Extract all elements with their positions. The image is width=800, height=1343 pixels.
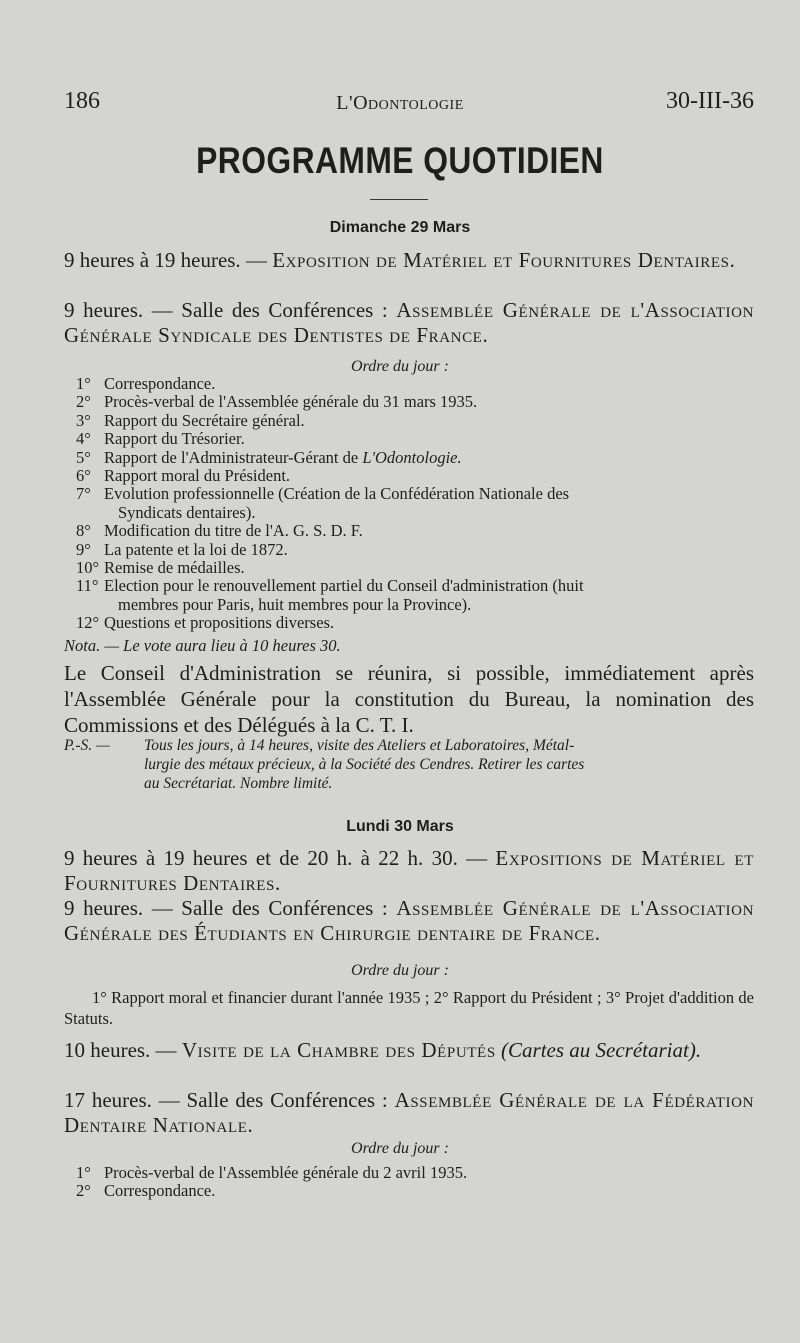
ordre-du-jour-heading: Ordre du jour : xyxy=(351,962,449,979)
list-item: 9° La patente et la loi de 1872. xyxy=(76,539,288,559)
day-heading-sunday: Dimanche 29 Mars xyxy=(329,219,471,236)
sunday-entry-assemblee xyxy=(64,298,754,348)
nota: Nota. — Le vote aura lieu à 10 heures 30. xyxy=(64,636,341,655)
sunday-entry-exposition xyxy=(64,248,754,273)
page-title: PROGRAMME QUOTIDIEN xyxy=(196,140,604,181)
list-item: 2° Procès-verbal de l'Assemblée générale du 31 mars 1935. xyxy=(76,392,478,412)
list-item: 1° Correspondance. xyxy=(76,374,216,393)
monday-entry-assemblee-etudiants: 9 heures. — Salle des Conférences : Assemblée Générale de l'Association Générale des Étudiants en Chirurgie dentaire de France. xyxy=(64,896,754,945)
monday-agenda-list xyxy=(76,1164,752,1201)
title-divider xyxy=(370,199,428,200)
sunday-agenda-list xyxy=(76,375,752,633)
entry-text: Exposition de Matériel et Fournitures Dentaires. xyxy=(272,248,736,272)
list-item-continuation: membres pour Paris, huit membres pour la Province). xyxy=(118,594,472,614)
list-item: 1° Procès-verbal de l'Assemblée générale du 2 avril 1935. xyxy=(76,1163,468,1182)
ordre-du-jour-heading: Ordre du jour : xyxy=(351,1140,449,1157)
list-item: 10° Remise de médailles. xyxy=(76,558,245,578)
monday-ordre1-text: 1° Rapport moral et financier durant l'année 1935 ; 2° Rapport du Président ; 3° Projet d'addition de Statuts. xyxy=(64,988,754,1028)
list-item: 12° Questions et propositions diverses. xyxy=(76,613,335,633)
journal-title: L'Odontologie xyxy=(336,92,464,114)
postscript: P.-S. — Tous les jours, à 14 heures, visite des Ateliers et Laboratoires, Métal- lurgie des métaux précieux, à la Société des Cendres. Retirer les cartes au Secrétariat. Nombre limité. xyxy=(64,737,585,792)
monday-entry-federation: 17 heures. — Salle des Conférences : Assemblée Générale de la Fédération Dentaire Nationale. xyxy=(64,1088,755,1137)
list-item: 8° Modification du titre de l'A. G. S. D. F. xyxy=(76,521,363,541)
day-heading-monday: Lundi 30 Mars xyxy=(346,818,454,835)
issue-date: 30-III-36 xyxy=(666,88,754,114)
entry-time: 9 heures. — xyxy=(64,298,173,322)
entry-text: Assemblée Générale de l'Association Générale Syndicale des Dentistes de France. xyxy=(64,298,754,347)
monday-entry-visite: 10 heures. — Visite de la Chambre des Députés (Cartes au Secrétariat). xyxy=(64,1038,702,1062)
list-item-continuation: Syndicats dentaires). xyxy=(118,502,256,522)
list-item: 4° Rapport du Trésorier. xyxy=(76,429,245,449)
list-item: 6° Rapport moral du Président. xyxy=(76,466,291,486)
list-item: 5° Rapport de l'Administrateur-Gérant de L'Odontologie. xyxy=(76,447,462,467)
list-item: 7° Evolution professionnelle (Création de la Confédération Nationale des xyxy=(76,484,570,504)
monday-entry-exposition: 9 heures à 19 heures et de 20 h. à 22 h. 30. — Expositions de Matériel et Fournitures Dentaires. xyxy=(64,846,754,895)
list-item: 3° Rapport du Secrétaire général. xyxy=(76,410,305,430)
page-number: 186 xyxy=(64,88,100,114)
entry-place: Salle des Conférences : xyxy=(181,298,388,322)
entry-time: 9 heures à 19 heures. — xyxy=(64,248,267,272)
conseil-paragraph: Le Conseil d'Administration se réunira, si possible, immédiatement après l'Assemblée Générale pour la constitution du Bureau, la nomination des Commissions et des Délégués à la C. T. I. xyxy=(64,661,754,737)
list-item: 11° Election pour le renouvellement partiel du Conseil d'administration (huit xyxy=(76,576,584,596)
list-item: 2° Correspondance. xyxy=(76,1181,216,1201)
ordre-du-jour-heading: Ordre du jour : xyxy=(351,358,449,375)
